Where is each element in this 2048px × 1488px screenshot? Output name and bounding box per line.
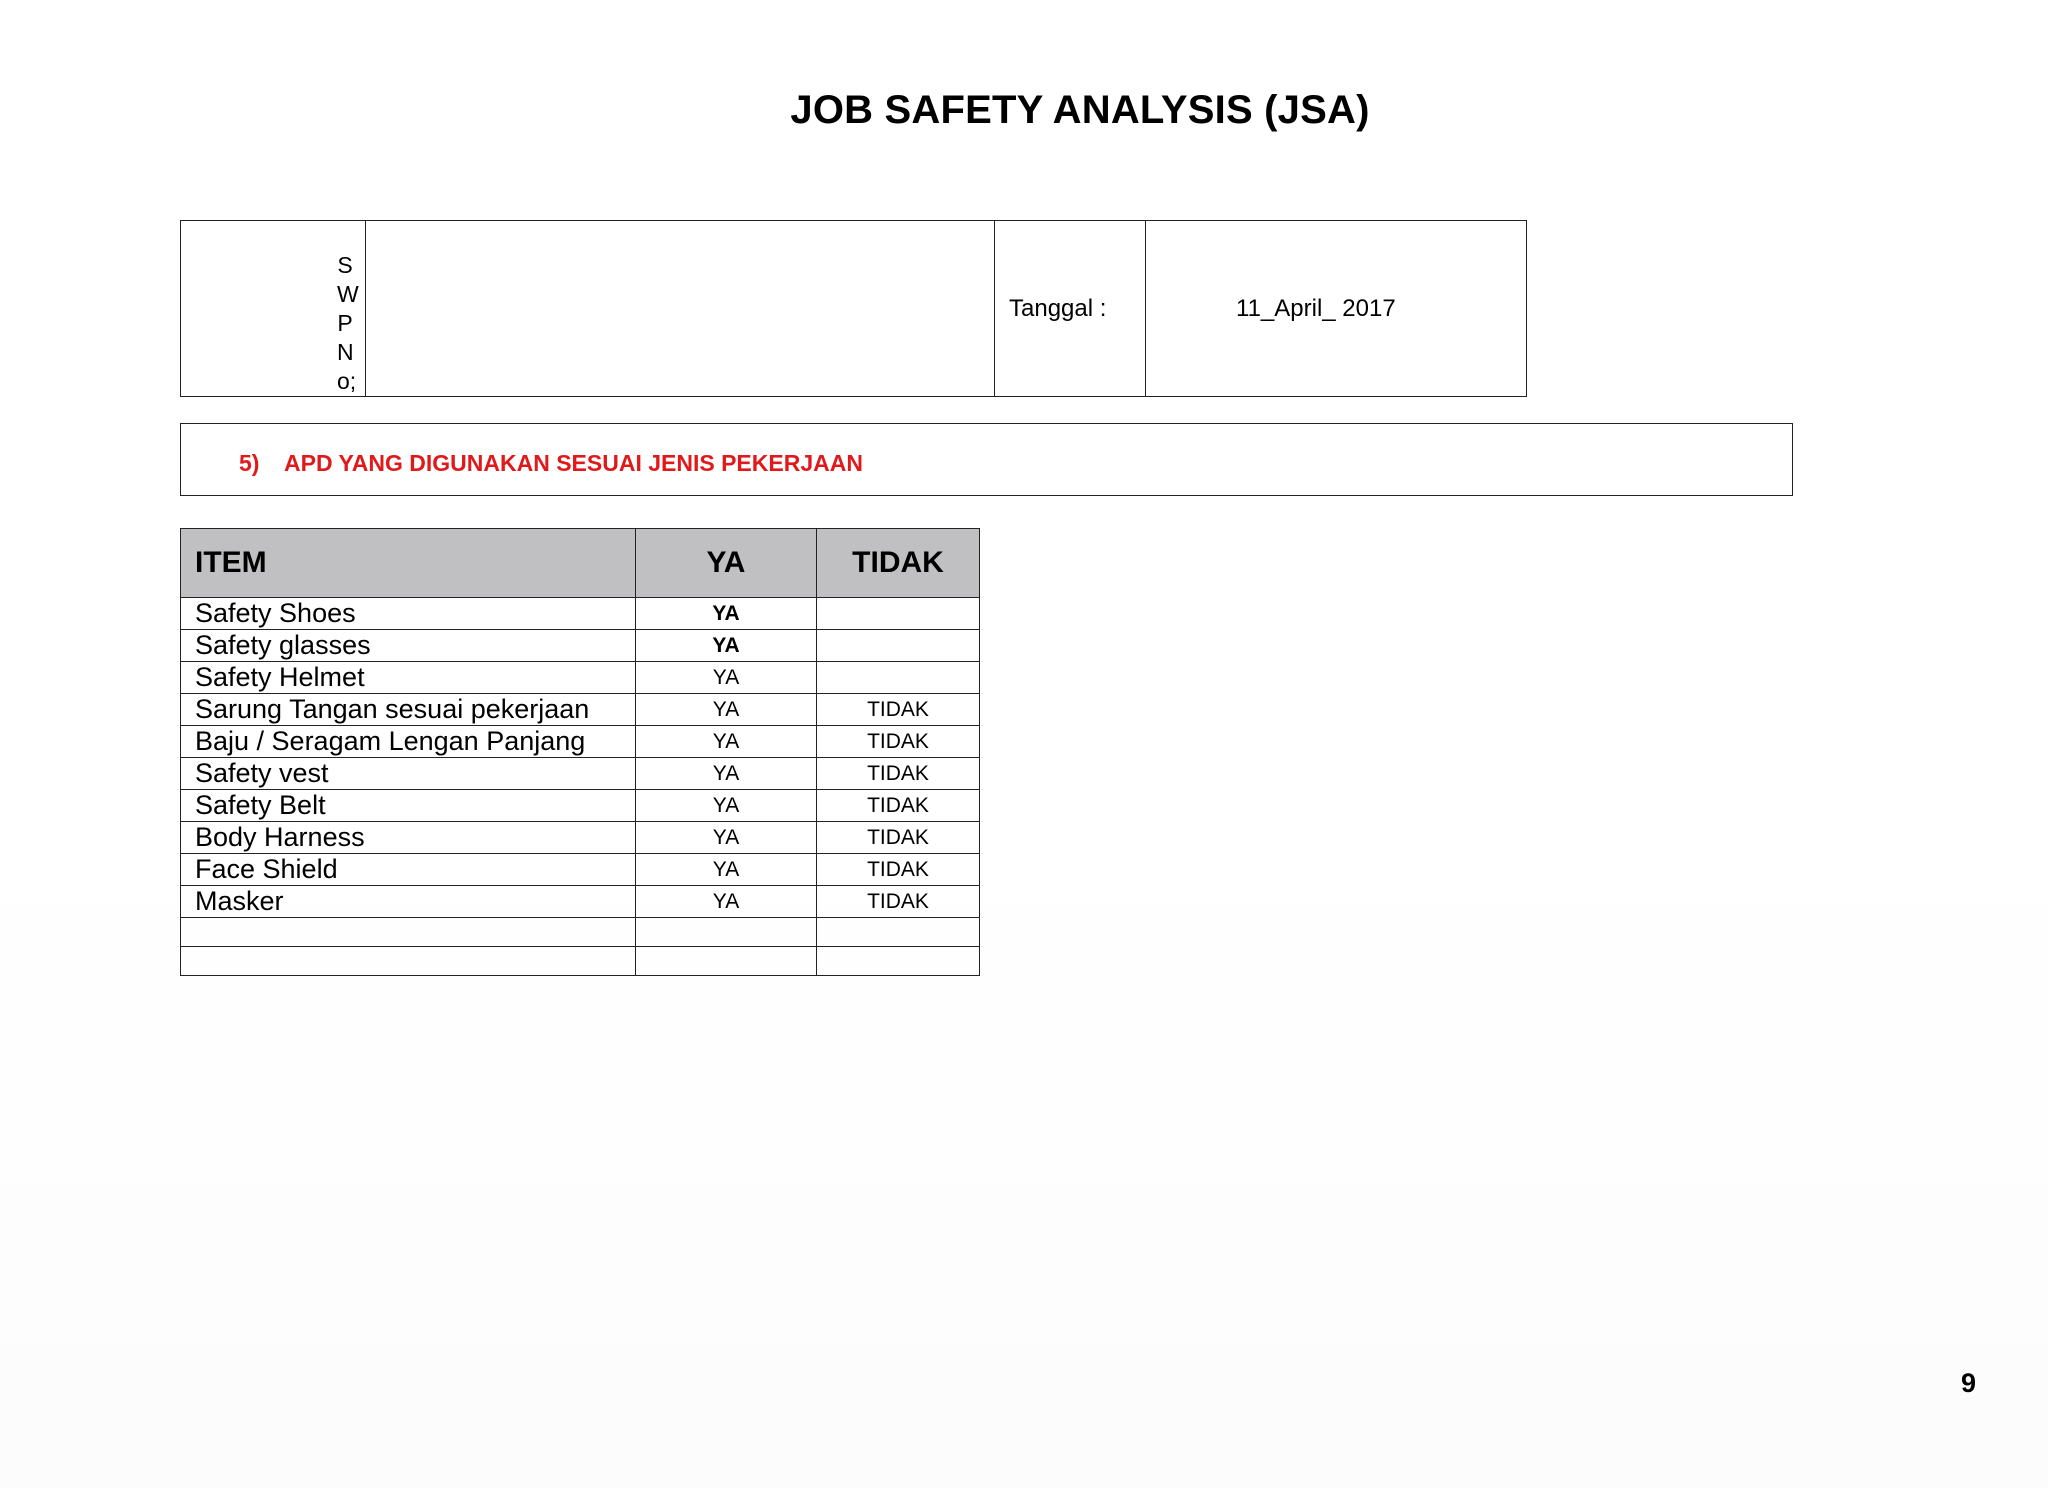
ya-cell: YA bbox=[636, 758, 817, 790]
swp-no-cell bbox=[181, 221, 366, 397]
apd-header-row bbox=[181, 529, 980, 598]
swp-no-label: SWPNo; bbox=[337, 252, 359, 394]
ya-cell: YA bbox=[636, 630, 817, 662]
item-cell: Masker bbox=[181, 886, 636, 918]
item-cell: Baju / Seragam Lengan Panjang bbox=[181, 726, 636, 758]
empty-row bbox=[181, 918, 980, 947]
item-cell: Safety Belt bbox=[181, 790, 636, 822]
empty-cell bbox=[817, 918, 980, 947]
swp-no-value-cell bbox=[366, 221, 995, 397]
ya-cell: YA bbox=[636, 662, 817, 694]
ya-cell: YA bbox=[636, 790, 817, 822]
item-cell: Safety Shoes bbox=[181, 598, 636, 630]
table-row bbox=[181, 822, 980, 854]
page-title: JOB SAFETY ANALYSIS (JSA) bbox=[790, 88, 1370, 132]
empty-cell bbox=[636, 918, 817, 947]
empty-cell bbox=[636, 947, 817, 976]
section-heading: APD YANG DIGUNAKAN SESUAI JENIS PEKERJAAN bbox=[284, 450, 863, 476]
table-row bbox=[181, 630, 980, 662]
tidak-cell: TIDAK bbox=[817, 822, 980, 854]
tanggal-label: Tanggal : bbox=[995, 221, 1146, 397]
tidak-cell: TIDAK bbox=[817, 694, 980, 726]
table-row bbox=[181, 726, 980, 758]
ya-cell: YA bbox=[636, 854, 817, 886]
tidak-cell: TIDAK bbox=[817, 790, 980, 822]
item-cell: Safety glasses bbox=[181, 630, 636, 662]
empty-cell bbox=[181, 947, 636, 976]
empty-cell bbox=[181, 918, 636, 947]
item-cell: Body Harness bbox=[181, 822, 636, 854]
tidak-cell bbox=[817, 630, 980, 662]
date-value: 11_April_ 2017 bbox=[1146, 221, 1527, 397]
tidak-cell bbox=[817, 662, 980, 694]
ya-cell: YA bbox=[636, 886, 817, 918]
apd-table bbox=[180, 528, 980, 976]
ya-cell: YA bbox=[636, 598, 817, 630]
ya-cell: YA bbox=[636, 694, 817, 726]
header-tidak: TIDAK bbox=[817, 529, 980, 598]
ya-cell: YA bbox=[636, 822, 817, 854]
ya-cell: YA bbox=[636, 726, 817, 758]
table-row bbox=[181, 854, 980, 886]
table-row bbox=[181, 598, 980, 630]
tidak-cell: TIDAK bbox=[817, 854, 980, 886]
info-table bbox=[180, 220, 1527, 397]
item-cell: Sarung Tangan sesuai pekerjaan bbox=[181, 694, 636, 726]
table-row bbox=[181, 694, 980, 726]
section-heading-box bbox=[180, 423, 1793, 496]
header-ya: YA bbox=[636, 529, 817, 598]
item-cell: Face Shield bbox=[181, 854, 636, 886]
empty-row bbox=[181, 947, 980, 976]
table-row bbox=[181, 758, 980, 790]
item-cell: Safety Helmet bbox=[181, 662, 636, 694]
empty-cell bbox=[817, 947, 980, 976]
tidak-cell bbox=[817, 598, 980, 630]
page-number: 9 bbox=[1961, 1368, 1977, 1398]
table-row bbox=[181, 886, 980, 918]
tidak-cell: TIDAK bbox=[817, 758, 980, 790]
header-item: ITEM bbox=[181, 529, 636, 598]
tidak-cell: TIDAK bbox=[817, 726, 980, 758]
item-cell: Safety vest bbox=[181, 758, 636, 790]
table-row bbox=[181, 662, 980, 694]
table-row bbox=[181, 790, 980, 822]
tidak-cell: TIDAK bbox=[817, 886, 980, 918]
section-number: 5) bbox=[239, 450, 260, 476]
